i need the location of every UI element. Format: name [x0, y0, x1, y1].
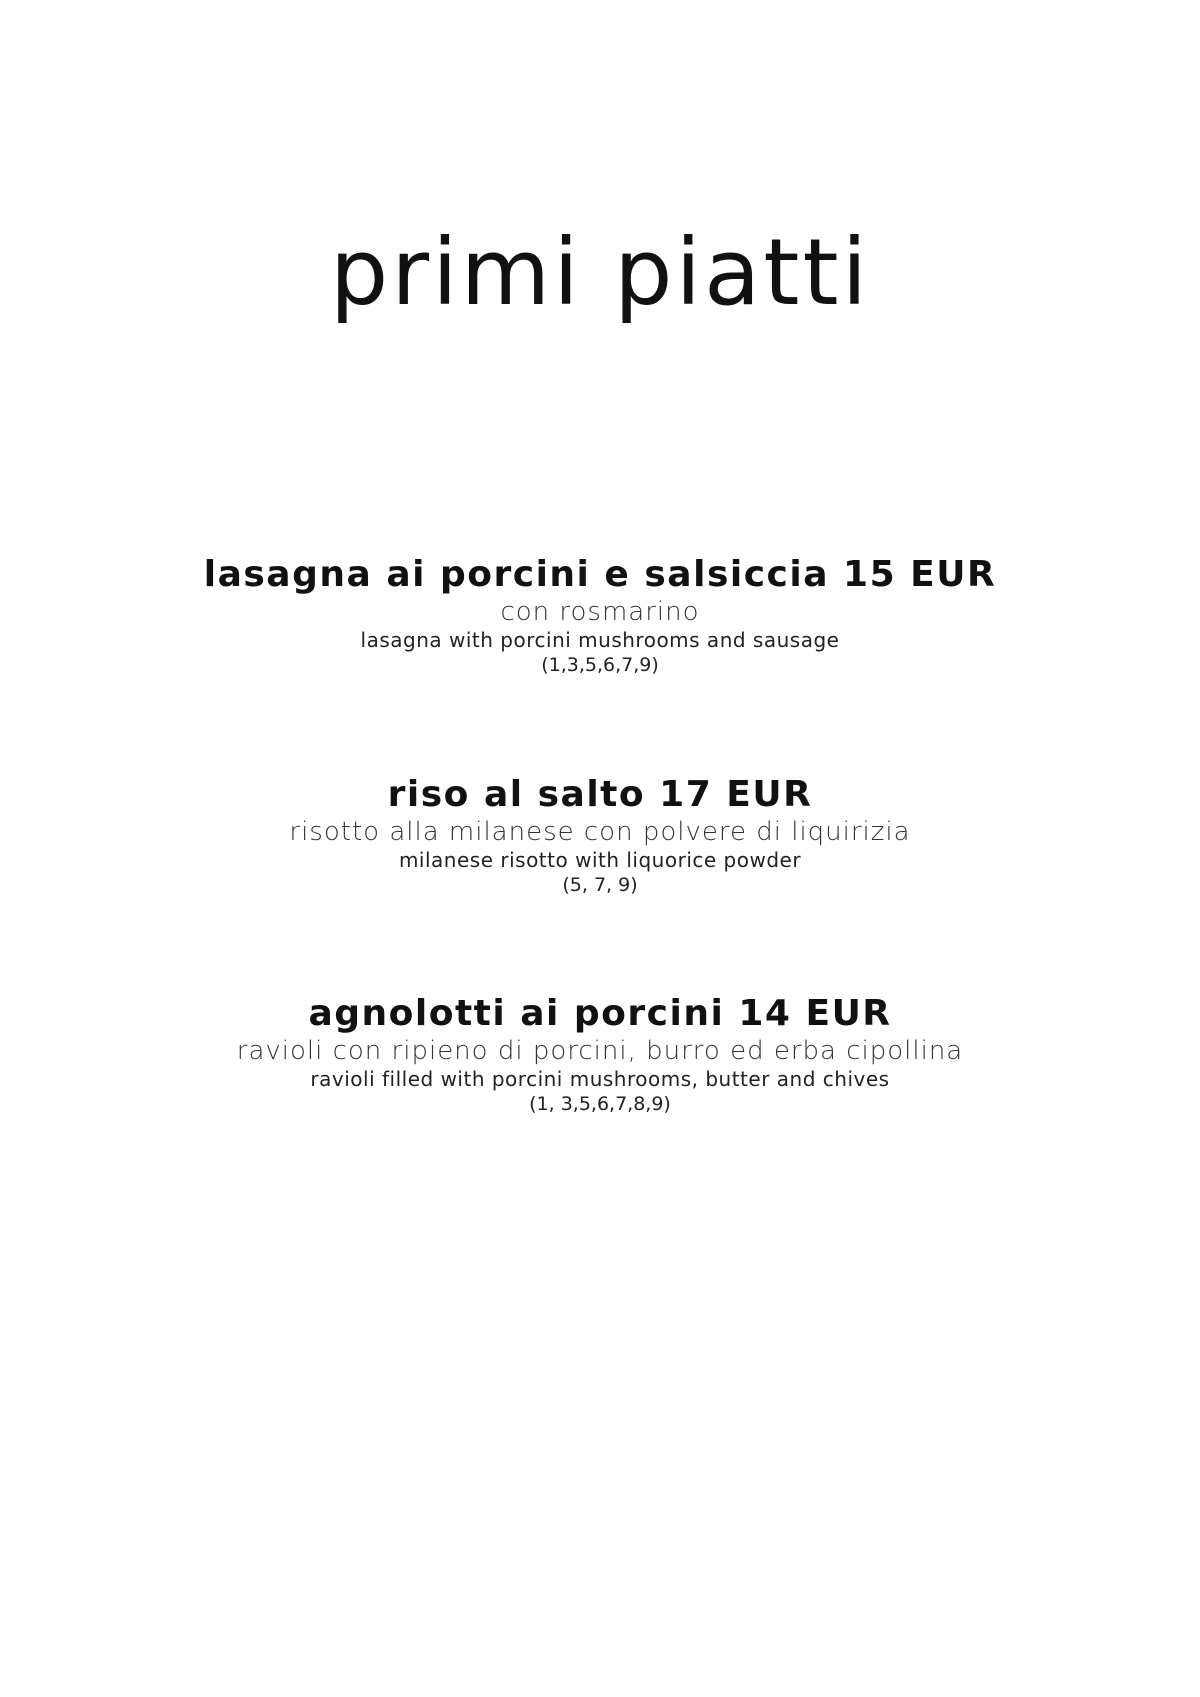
section-title: primi piatti: [329, 219, 871, 326]
dish-description-italian: risotto alla milanese con polvere di liquirizia: [289, 817, 911, 847]
dish-allergens: (5, 7, 9): [562, 874, 638, 896]
dish-description-english: milanese risotto with liquorice powder: [398, 848, 802, 872]
dish-name-price: agnolotti ai porcini 14 EUR: [308, 993, 892, 1034]
menu-item: [0, 992, 1200, 1116]
menu-item: [0, 553, 1200, 677]
dish-allergens: (1, 3,5,6,7,8,9): [529, 1093, 671, 1115]
dish-description-italian: con rosmarino: [500, 597, 700, 627]
dish-name-price: riso al salto 17 EUR: [387, 774, 813, 815]
dish-description-italian: ravioli con ripieno di porcini, burro ed erba cipollina: [236, 1036, 964, 1066]
menu-item: [0, 773, 1200, 897]
dish-name-price: lasagna ai porcini e salsiccia 15 EUR: [203, 554, 997, 595]
dish-allergens: (1,3,5,6,7,9): [541, 654, 659, 676]
dish-description-english: ravioli filled with porcini mushrooms, butter and chives: [310, 1067, 890, 1091]
dish-description-english: lasagna with porcini mushrooms and sausage: [360, 628, 840, 652]
